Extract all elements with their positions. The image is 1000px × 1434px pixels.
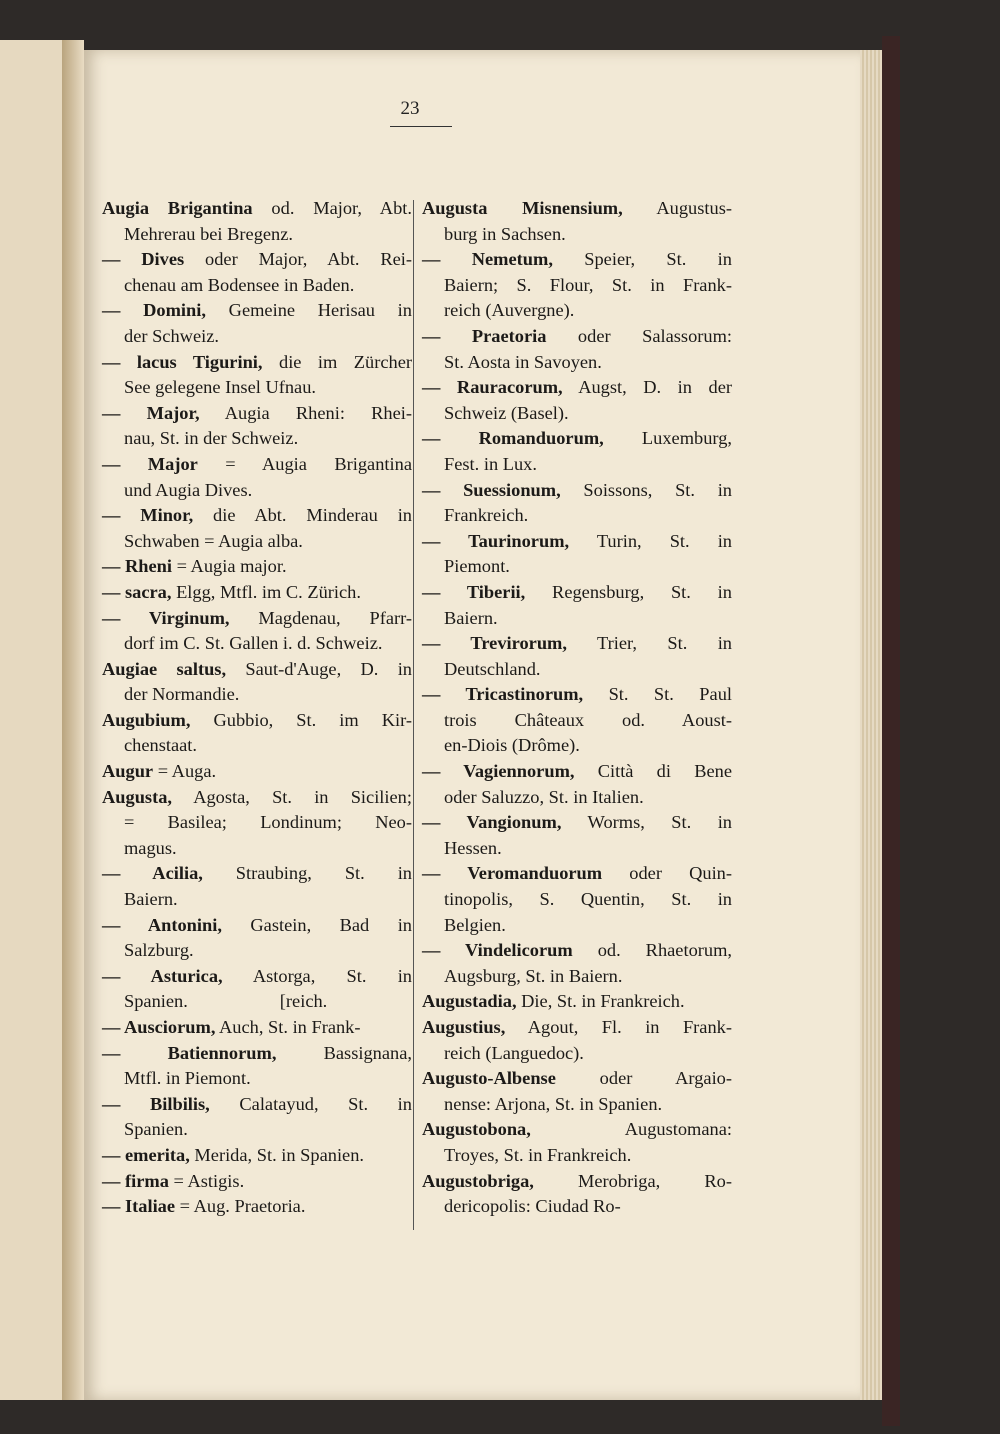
entry-first-line	[102, 401, 412, 427]
entry-continuation-line: Schwaben = Augia alba.	[124, 530, 303, 551]
entry-text: = Auga.	[153, 761, 217, 782]
entry-headword: — Acilia,	[102, 863, 203, 884]
entry-first-line	[422, 426, 732, 452]
entry-headword: — Romanduorum,	[422, 428, 604, 449]
entry-headword: — Rheni	[102, 556, 172, 577]
entry-continuation-line: Spanien.	[124, 1119, 188, 1140]
entry-first-line	[102, 1194, 412, 1220]
entry-text: Merobriga, Ro-	[533, 1170, 732, 1191]
entry-text: Luxemburg,	[603, 428, 732, 449]
entry-text: Astorga, St. in	[222, 965, 412, 986]
entry-first-line	[102, 861, 412, 887]
entry-headword: — Rauracorum,	[422, 377, 563, 398]
entry-headword: — Dives	[102, 249, 185, 270]
entry-first-line	[102, 452, 412, 478]
entry-continuation-line: Schweiz (Basel).	[444, 402, 569, 423]
entry-text: Augustomana:	[530, 1119, 732, 1140]
entry-text: od. Major, Abt.	[252, 198, 412, 218]
entry-text: Trier, St. in	[566, 633, 732, 654]
entry-text: Soissons, St. in	[560, 479, 732, 500]
entry-headword: — Batiennorum,	[102, 1042, 277, 1063]
entry-text: die Abt. Minderau in	[193, 505, 412, 526]
entry-headword: — Ausciorum,	[102, 1017, 216, 1037]
entry-first-line	[102, 580, 412, 606]
entry-continuation-line: burg in Sachsen.	[444, 223, 566, 244]
entry-continuation-line: chenau am Bodensee in Baden.	[124, 274, 355, 295]
entry-first-line	[422, 810, 732, 836]
entry-first-line	[102, 964, 412, 990]
entry-continuation-line: chenstaat.	[124, 735, 198, 756]
entry-continuation-line: magus.	[124, 837, 177, 858]
entry-first-line	[422, 247, 732, 273]
entry-continuation-line: Baiern.	[124, 889, 178, 910]
entry-headword: Augubium,	[102, 709, 191, 730]
entry-first-line	[422, 478, 732, 504]
entry-headword: — Bilbilis,	[102, 1093, 210, 1114]
entry-first-line	[102, 247, 412, 273]
entry-continuation-line: reich (Auvergne).	[444, 300, 575, 321]
entry-headword: Augusta Misnensium,	[422, 198, 623, 218]
entry-continuation-line: tinopolis, S. Quentin, St. in	[444, 889, 732, 910]
entry-first-line	[102, 785, 412, 811]
book-cover-edge	[882, 36, 900, 1426]
entry-headword: — Trevirorum,	[422, 633, 567, 654]
entry-continuation-line: Spanien. [reich.	[124, 991, 328, 1012]
entry-text: Calatayud, St. in	[209, 1093, 412, 1114]
entry-text: Elgg, Mtfl. im C. Zürich.	[171, 581, 361, 602]
entry-continuation-line: reich (Languedoc).	[444, 1042, 584, 1063]
entry-headword: Augustius,	[422, 1017, 506, 1037]
entry-text: Auch, St. in Frank-	[215, 1017, 361, 1037]
entry-text: Augustus-	[622, 198, 732, 218]
entry-text: oder Salassorum:	[546, 325, 733, 346]
left-column	[102, 196, 412, 1220]
entry-first-line	[422, 196, 732, 222]
entry-headword: — Tiberii,	[422, 581, 526, 602]
entry-first-line	[422, 580, 732, 606]
entry-continuation-line: Baiern; S. Flour, St. in Frank-	[444, 274, 732, 295]
entry-headword: — Major,	[102, 402, 200, 423]
page-edges	[860, 50, 882, 1400]
entry-text: die im Zürcher	[262, 351, 413, 372]
left-page-margin	[0, 40, 65, 1400]
column-divider	[413, 200, 414, 1230]
entry-text: Gemeine Herisau in	[205, 300, 412, 321]
entry-headword: — lacus Tigurini,	[102, 351, 263, 372]
entry-text: = Aug. Praetoria.	[175, 1196, 306, 1217]
entry-headword: — Italiae	[102, 1196, 176, 1217]
entry-first-line	[102, 708, 412, 734]
entry-text: Worms, St. in	[561, 812, 732, 833]
entry-first-line	[422, 375, 732, 401]
entry-text: = Astigis.	[168, 1170, 245, 1191]
entry-first-line	[422, 989, 732, 1015]
entry-first-line	[422, 759, 732, 785]
entry-continuation-line: trois Châteaux od. Aoust-	[444, 709, 732, 730]
entry-headword: — sacra,	[102, 581, 172, 602]
entry-text: Augst, D. in der	[562, 377, 733, 398]
entry-continuation-line: Augsburg, St. in Baiern.	[444, 965, 623, 986]
entry-first-line	[102, 1041, 412, 1067]
entry-first-line	[422, 682, 732, 708]
entry-continuation-line: St. Aosta in Savoyen.	[444, 351, 602, 372]
entry-continuation-line: Piemont.	[444, 556, 510, 577]
entry-continuation-line: Baiern.	[444, 607, 498, 628]
entry-continuation-line: der Normandie.	[124, 684, 240, 705]
entry-first-line	[422, 324, 732, 350]
entry-headword: Augusta,	[102, 786, 173, 807]
entry-headword: Augustobriga,	[422, 1170, 534, 1191]
entry-first-line	[422, 938, 732, 964]
entry-first-line	[102, 759, 412, 785]
entry-text: Città di Bene	[574, 761, 732, 782]
entry-continuation-line: der Schweiz.	[124, 325, 219, 346]
entry-headword: — Antonini,	[102, 914, 222, 935]
entry-continuation-line: Deutschland.	[444, 658, 541, 679]
entry-text: Die, St. in Frankreich.	[516, 991, 685, 1012]
entry-headword: Augustobona,	[422, 1119, 531, 1140]
entry-text: Agosta, St. in Sicilien;	[172, 786, 412, 807]
entry-headword: — Suessionum,	[422, 479, 561, 500]
entry-headword: — Taurinorum,	[422, 530, 570, 551]
entry-continuation-line: en-Diois (Drôme).	[444, 735, 580, 756]
entry-text: Straubing, St. in	[202, 863, 412, 884]
entry-continuation-line: dorf im C. St. Gallen i. d. Schweiz.	[124, 633, 383, 654]
entry-first-line	[102, 503, 412, 529]
entry-first-line	[102, 554, 412, 580]
entry-headword: — Vindelicorum	[422, 940, 573, 961]
entry-headword: — Virginum,	[102, 607, 230, 628]
entry-first-line	[102, 1015, 412, 1041]
entry-headword: — firma	[102, 1170, 169, 1191]
entry-continuation-line: nense: Arjona, St. in Spanien.	[444, 1093, 663, 1114]
entry-first-line	[422, 1066, 732, 1092]
entry-continuation-line: nau, St. in der Schweiz.	[124, 428, 299, 449]
entry-text: = Augia major.	[172, 556, 287, 577]
entry-first-line	[102, 1092, 412, 1118]
entry-headword: — Veromanduorum	[422, 863, 603, 884]
page-number: 23	[400, 98, 420, 119]
entry-first-line	[422, 861, 732, 887]
entry-headword: — Minor,	[102, 505, 194, 526]
entry-text: Turin, St. in	[569, 530, 732, 551]
entry-continuation-line: Mehrerau bei Bregenz.	[124, 223, 294, 244]
entry-text: Agout, Fl. in Frank-	[505, 1017, 732, 1037]
entry-continuation-line: oder Saluzzo, St. in Italien.	[444, 786, 644, 807]
entry-first-line	[102, 1143, 412, 1169]
entry-headword: — emerita,	[102, 1144, 190, 1165]
entry-first-line	[102, 350, 412, 376]
entry-text: od. Rhaetorum,	[572, 940, 732, 961]
entry-continuation-line: See gelegene Insel Ufnau.	[124, 377, 316, 398]
entry-first-line	[102, 298, 412, 324]
entry-first-line	[102, 1169, 412, 1195]
entry-text: St. St. Paul	[583, 684, 732, 705]
entry-continuation-line: Belgien.	[444, 914, 506, 935]
entry-continuation-line: und Augia Dives.	[124, 479, 253, 500]
entry-headword: — Vangionum,	[422, 812, 562, 833]
entry-headword: — Vagiennorum,	[422, 761, 575, 782]
entry-text: Regensburg, St. in	[525, 581, 732, 602]
page-number-rule	[390, 126, 452, 127]
entry-text: oder Major, Abt. Rei-	[184, 249, 412, 270]
entry-text: oder Argaio-	[555, 1068, 732, 1089]
entry-text: Merida, St. in Spanien.	[189, 1144, 365, 1165]
entry-headword: — Praetoria	[422, 325, 547, 346]
entry-first-line	[422, 1015, 732, 1041]
entry-continuation-line: Hessen.	[444, 837, 502, 858]
entry-first-line	[422, 631, 732, 657]
entry-text: Saut-d'Auge, D. in	[226, 658, 412, 679]
entry-continuation-line: Frankreich.	[444, 505, 529, 526]
entry-first-line	[422, 529, 732, 555]
entry-first-line	[102, 196, 412, 222]
entry-text: Speier, St. in	[552, 249, 732, 270]
entry-continuation-line: Mtfl. in Piemont.	[124, 1068, 251, 1089]
entry-text: Gastein, Bad in	[221, 914, 413, 935]
entry-first-line	[422, 1169, 732, 1195]
entry-text: = Augia Brigantina	[197, 453, 412, 474]
entry-headword: — Major	[102, 453, 198, 474]
entry-continuation-line: Salzburg.	[124, 940, 194, 961]
entry-headword: Augiae saltus,	[102, 658, 227, 679]
entry-text: Augia Rheni: Rhei-	[199, 402, 412, 423]
entry-first-line	[422, 1117, 732, 1143]
entry-text: Gubbio, St. im Kir-	[190, 709, 412, 730]
entry-headword: — Nemetum,	[422, 249, 553, 270]
entry-continuation-line: = Basilea; Londinum; Neo-	[124, 812, 412, 833]
book-gutter	[62, 40, 84, 1400]
entry-headword: — Domini,	[102, 300, 206, 321]
entry-first-line	[102, 657, 412, 683]
entry-headword: Augia Brigantina	[102, 198, 253, 218]
entry-headword: — Asturica,	[102, 965, 223, 986]
right-column	[422, 196, 732, 1220]
entry-continuation-line: dericopolis: Ciudad Ro-	[444, 1196, 621, 1217]
entry-headword: Augusto-Albense	[422, 1068, 556, 1089]
entry-headword: Augustadia,	[422, 991, 517, 1012]
entry-first-line	[102, 606, 412, 632]
entry-continuation-line: Troyes, St. in Frankreich.	[444, 1144, 632, 1165]
entry-continuation-line: Fest. in Lux.	[444, 453, 537, 474]
entry-text: Magdenau, Pfarr-	[229, 607, 412, 628]
entry-text: Bassignana,	[276, 1042, 412, 1063]
entry-text: oder Quin-	[602, 863, 733, 884]
entry-first-line	[102, 913, 412, 939]
entry-headword: — Tricastinorum,	[422, 684, 584, 705]
entry-headword: Augur	[102, 761, 154, 782]
